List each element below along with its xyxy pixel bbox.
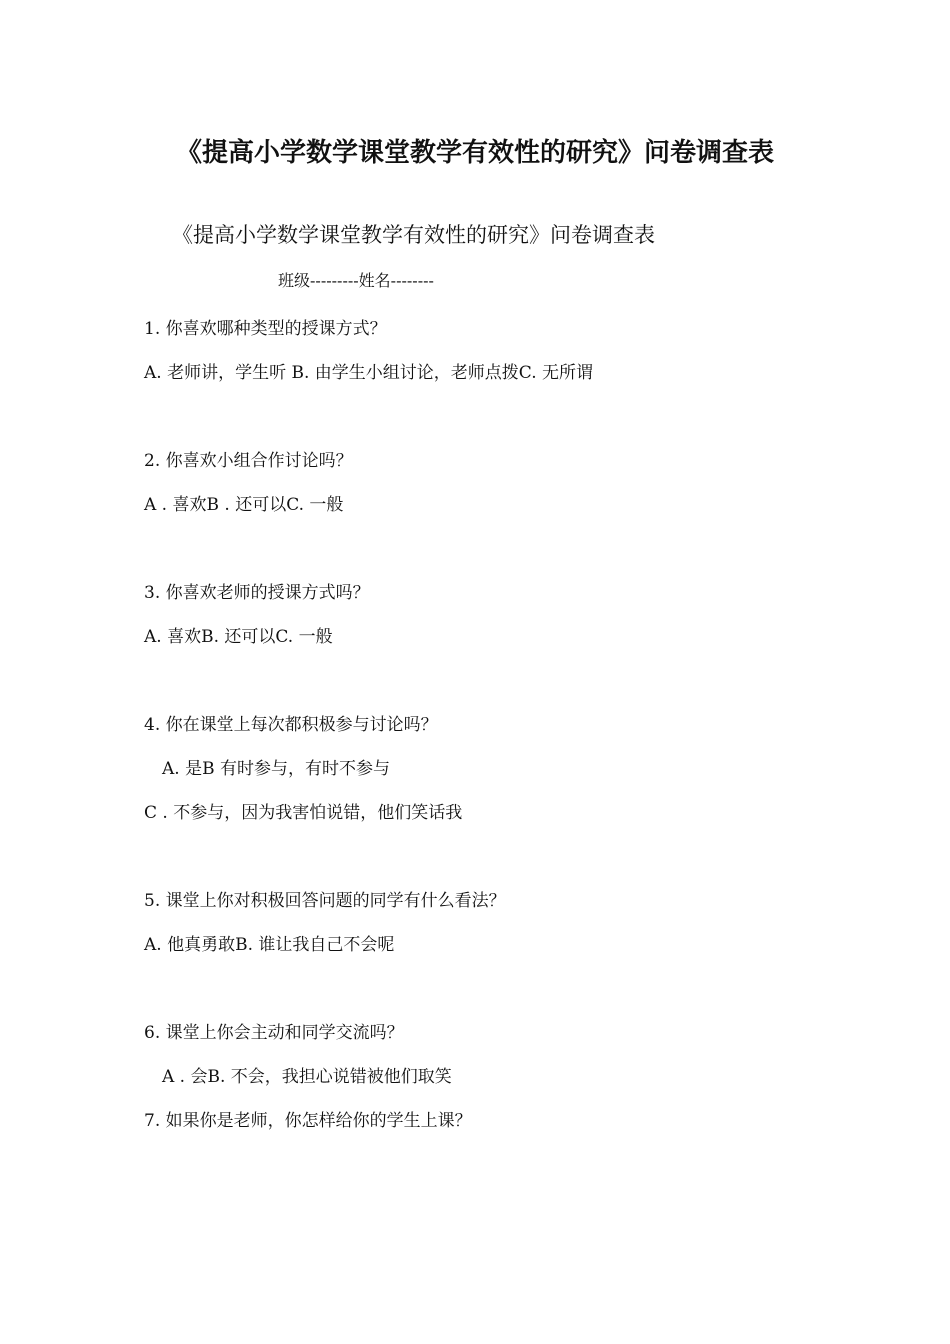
question-6: 6. 课堂上你会主动和同学交流吗？ [144,1023,404,1043]
question-1: 1. 你喜欢哪种类型的授课方式？ [144,319,387,339]
question-2-options: A . 喜欢B . 还可以C. 一般 [144,495,344,515]
question-4: 4. 你在课堂上每次都积极参与讨论吗？ [144,715,438,735]
class-name-line: 班级---------姓名-------- [278,271,434,290]
question-7: 7. 如果你是老师，你怎样给你的学生上课？ [144,1111,472,1131]
question-2: 2. 你喜欢小组合作讨论吗？ [144,451,353,471]
document-title: 《提高小学数学课堂教学有效性的研究》问卷调查表 [175,138,774,168]
question-4-options-line-2: C . 不参与，因为我害怕说错，他们笑话我 [144,803,463,823]
question-5-options: A. 他真勇敢B. 谁让我自己不会呢 [144,935,395,955]
question-3: 3. 你喜欢老师的授课方式吗？ [144,583,370,603]
question-6-options: A . 会B. 不会，我担心说错被他们取笑 [162,1067,452,1087]
question-3-options: A. 喜欢B. 还可以C. 一般 [144,627,333,647]
question-5: 5. 课堂上你对积极回答问题的同学有什么看法？ [144,891,506,911]
question-4-options-line-1: A. 是B 有时参与，有时不参与 [162,759,390,779]
question-1-options: A. 老师讲，学生听 B. 由学生小组讨论，老师点拨C. 无所谓 [144,363,593,383]
questionnaire-title: 《提高小学数学课堂教学有效性的研究》问卷调查表 [172,223,655,247]
